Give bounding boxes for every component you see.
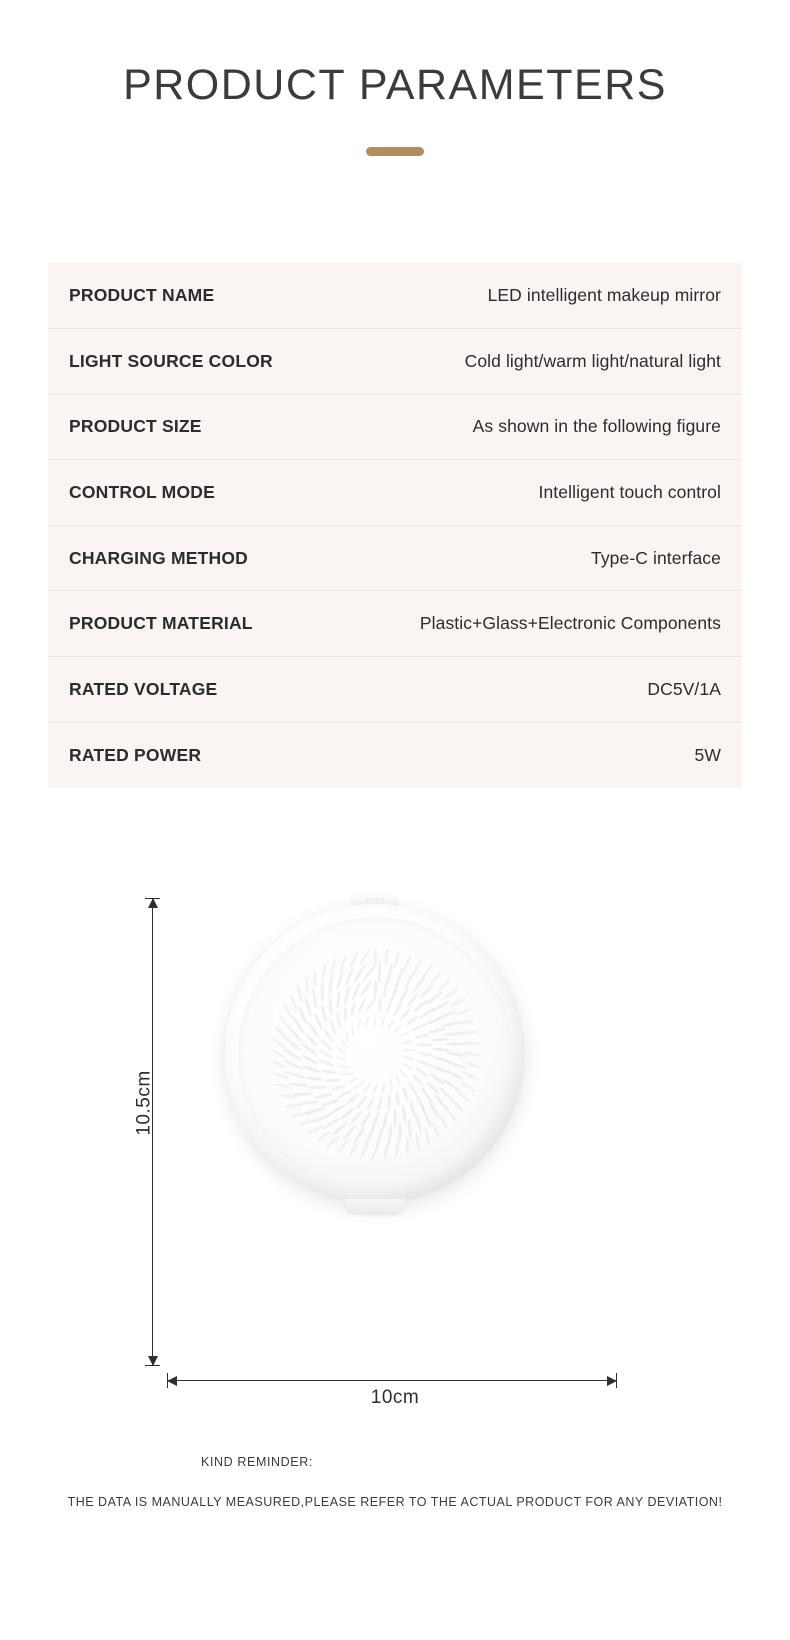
spec-label: PRODUCT SIZE: [48, 394, 333, 460]
spec-table-container: [48, 263, 742, 788]
spec-label: RATED VOLTAGE: [48, 657, 333, 723]
table-row: [48, 525, 742, 591]
table-row: [48, 591, 742, 657]
spec-value: DC5V/1A: [333, 657, 742, 723]
spec-label: RATED POWER: [69, 744, 202, 765]
table-row: [48, 394, 742, 460]
table-row: [48, 657, 742, 723]
reminder-title: KIND REMINDER:: [201, 1455, 313, 1469]
arrow-left-icon: [167, 1376, 177, 1386]
arrow-down-icon: [148, 1356, 158, 1366]
arrow-up-icon: [148, 898, 158, 908]
spec-table-body: [48, 263, 742, 788]
arrow-right-icon: [607, 1376, 617, 1386]
table-row: [48, 722, 742, 788]
table-row: [48, 329, 742, 395]
spec-value: Type-C interface: [333, 525, 742, 591]
spec-value: As shown in the following figure: [333, 394, 742, 460]
spec-value: Cold light/warm light/natural light: [333, 329, 742, 395]
page-header: [0, 0, 790, 156]
width-dimension-line: [167, 1380, 617, 1381]
makeup-mirror-image: [225, 904, 525, 1204]
spec-value: Plastic+Glass+Electronic Components: [333, 591, 742, 657]
spec-label: PRODUCT MATERIAL: [48, 591, 333, 657]
spec-value: Intelligent touch control: [333, 460, 742, 526]
spec-label: CHARGING METHOD: [48, 525, 333, 591]
spec-table: [48, 263, 742, 788]
title-divider: [366, 147, 424, 156]
product-figure: [0, 860, 790, 1420]
width-dimension-label: 10cm: [370, 1387, 420, 1408]
mirror-lid-texture: [261, 940, 489, 1168]
spec-value: 5W: [694, 744, 721, 765]
table-row: [48, 263, 742, 329]
mirror-base-foot: [345, 1199, 405, 1213]
spec-label: CONTROL MODE: [48, 460, 333, 526]
height-dimension-label: 10.5cm: [133, 1070, 155, 1136]
page-title: PRODUCT PARAMETERS: [123, 61, 667, 109]
table-row: [48, 460, 742, 526]
spec-label: LIGHT SOURCE COLOR: [48, 329, 333, 395]
spec-label: PRODUCT NAME: [48, 263, 333, 329]
spec-value: LED intelligent makeup mirror: [333, 263, 742, 329]
footer-notes: [0, 1455, 790, 1509]
reminder-body: THE DATA IS MANUALLY MEASURED,PLEASE REFER TO THE ACTUAL PRODUCT FOR ANY DEVIATION!: [67, 1495, 723, 1509]
